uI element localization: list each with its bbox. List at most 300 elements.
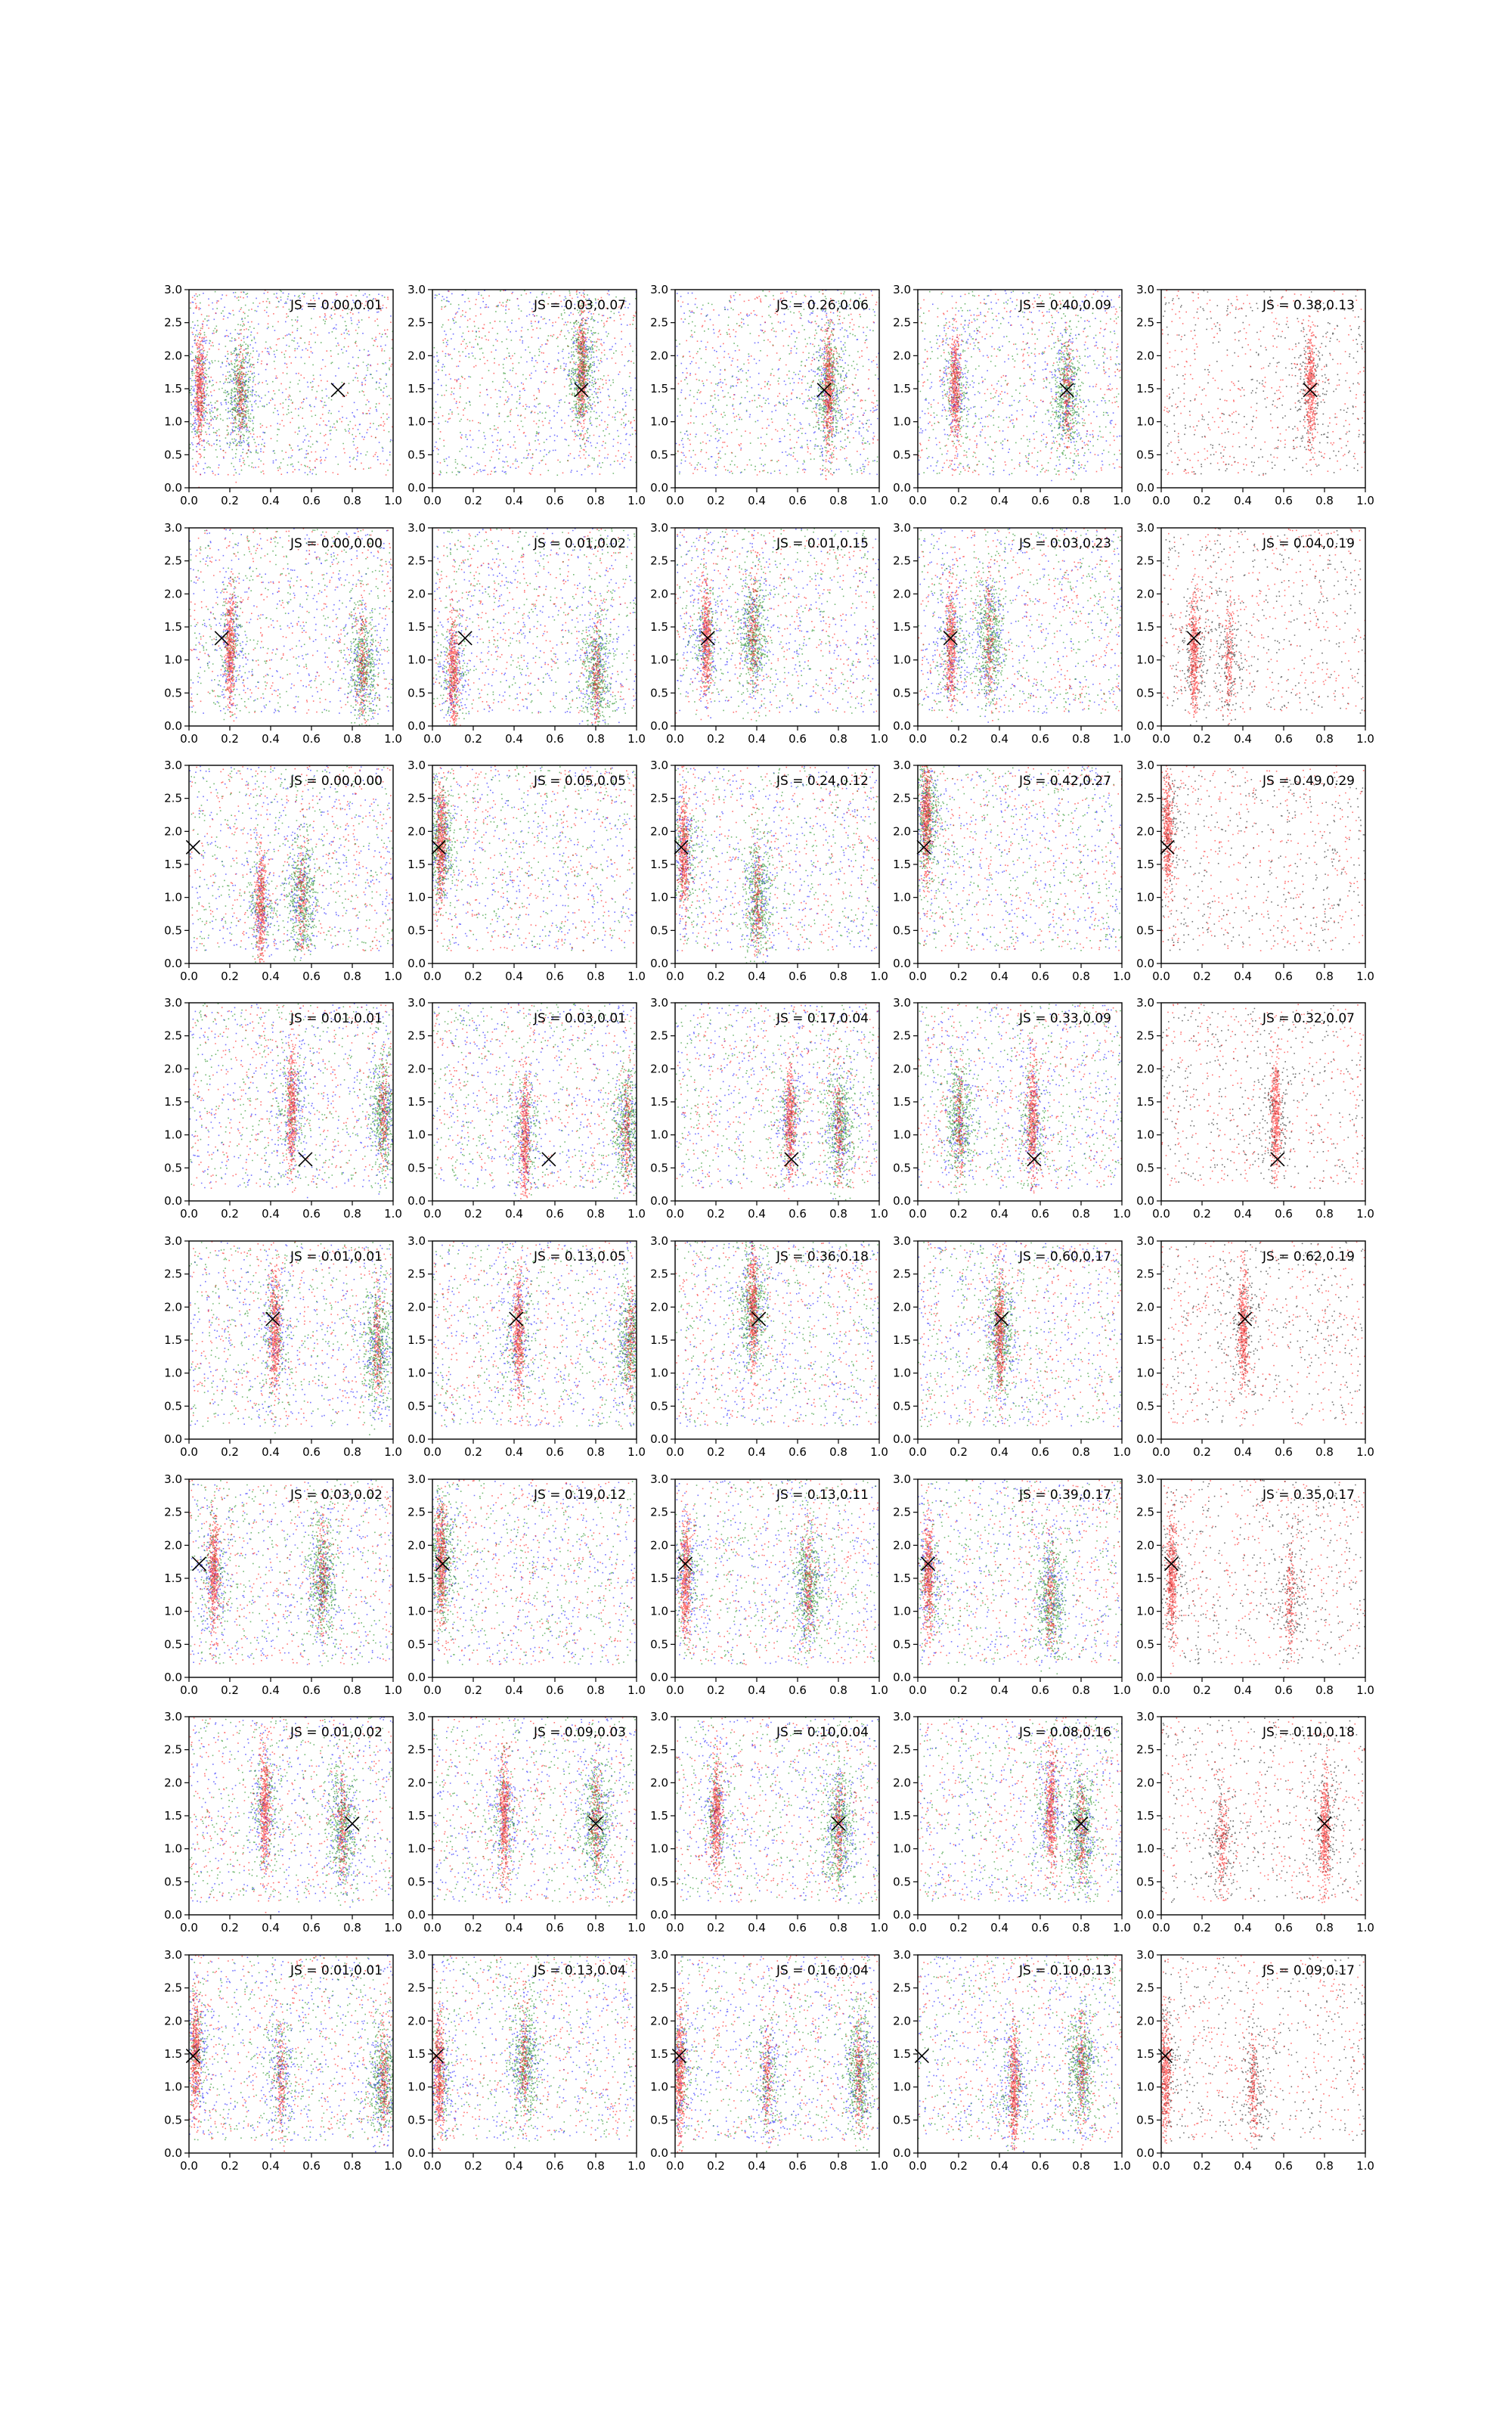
- panel-r7-c1: [407, 1948, 646, 2185]
- points-red: [676, 765, 881, 991]
- y-tick-label: 0.0: [650, 957, 668, 970]
- x-tick-label: 0.8: [343, 1207, 361, 1221]
- scatter-points: [189, 766, 394, 1001]
- x-tick-label: 1.0: [1113, 1921, 1131, 1934]
- x-tick-label: 0.6: [1031, 970, 1049, 983]
- x-tick-label: 0.2: [950, 1445, 968, 1459]
- y-tick-label: 0.5: [164, 1875, 182, 1889]
- y-tick-label: 3.0: [164, 1948, 182, 1962]
- js-annotation: JS = 0.42,0.27: [1019, 774, 1111, 789]
- y-tick-label: 1.0: [650, 1604, 668, 1618]
- x-tick-label: 0.8: [1315, 1921, 1334, 1934]
- x-tick-label: 1.0: [384, 1683, 402, 1697]
- y-tick-label: 0.0: [164, 1432, 182, 1446]
- x-tick-label: 0.8: [1315, 732, 1334, 746]
- x-tick-label: 1.0: [1356, 1683, 1374, 1697]
- x-tick-label: 0.0: [180, 1683, 198, 1697]
- y-tick-label: 0.0: [650, 1194, 668, 1208]
- x-marker: [915, 2049, 928, 2063]
- x-tick-label: 0.8: [1315, 1207, 1334, 1221]
- y-tick-label: 0.5: [1136, 1161, 1154, 1175]
- x-tick-label: 1.0: [870, 1207, 888, 1221]
- x-tick-label: 0.6: [1031, 1445, 1049, 1459]
- x-tick-label: 0.8: [1315, 494, 1334, 507]
- x-tick-label: 0.8: [343, 970, 361, 983]
- y-tick-label: 0.5: [893, 2113, 911, 2127]
- x-tick-label: 0.6: [1031, 1207, 1049, 1221]
- y-tick-label: 1.0: [407, 1604, 426, 1618]
- axes-frame: [918, 1241, 1122, 1439]
- x-tick-label: 0.8: [829, 494, 847, 507]
- x-tick-label: 0.2: [707, 1921, 725, 1934]
- x-tick-label: 0.0: [180, 970, 198, 983]
- x-tick-label: 1.0: [1356, 970, 1374, 983]
- x-tick-label: 0.6: [789, 1207, 807, 1221]
- y-tick-label: 3.0: [893, 1948, 911, 1962]
- points-red: [190, 289, 394, 489]
- y-tick-label: 1.5: [893, 1333, 911, 1347]
- scatter-points: [432, 1237, 654, 1430]
- x-tick-label: 0.0: [423, 494, 442, 507]
- y-tick-label: 2.5: [1136, 791, 1154, 805]
- panel-r1-c3: [893, 521, 1131, 757]
- y-tick-label: 1.5: [407, 1095, 426, 1109]
- y-tick-label: 3.0: [650, 1472, 668, 1486]
- panel-r5-c0: [164, 1472, 402, 1697]
- x-tick-label: 1.0: [1356, 1445, 1374, 1459]
- y-tick-label: 0.0: [407, 1432, 426, 1446]
- js-annotation: JS = 0.36,0.18: [776, 1249, 869, 1264]
- x-tick-label: 0.4: [1234, 494, 1252, 507]
- x-tick-label: 0.0: [909, 732, 927, 746]
- axes-frame: [1161, 1479, 1365, 1677]
- y-tick-label: 0.0: [164, 1671, 182, 1684]
- x-tick-label: 1.0: [627, 732, 646, 746]
- y-tick-label: 1.0: [164, 1366, 182, 1380]
- x-tick-label: 0.8: [1315, 1445, 1334, 1459]
- y-tick-label: 2.5: [407, 315, 426, 330]
- y-tick-label: 2.5: [164, 1505, 182, 1519]
- y-tick-label: 1.0: [893, 653, 911, 667]
- js-annotation: JS = 0.13,0.05: [534, 1249, 626, 1264]
- x-tick-label: 0.8: [587, 2159, 605, 2173]
- x-tick-label: 0.4: [1234, 1921, 1252, 1934]
- points-red: [675, 529, 879, 731]
- scatter-points: [428, 528, 637, 781]
- js-annotation: JS = 0.13,0.11: [776, 1488, 869, 1503]
- y-tick-label: 3.0: [1136, 283, 1154, 296]
- x-tick-label: 0.0: [423, 1445, 442, 1459]
- panel-r5-c2: [650, 1472, 888, 1699]
- y-tick-label: 0.5: [407, 1875, 426, 1889]
- y-tick-label: 0.0: [893, 719, 911, 733]
- x-tick-label: 0.0: [423, 732, 442, 746]
- panel-r2-c0: [164, 759, 402, 1000]
- x-tick-label: 0.6: [1031, 1921, 1049, 1934]
- scatter-points: [1157, 1479, 1366, 1692]
- y-tick-label: 3.0: [407, 1472, 426, 1486]
- x-tick-label: 0.0: [666, 494, 684, 507]
- y-tick-label: 1.5: [407, 620, 426, 634]
- y-tick-label: 1.0: [650, 2080, 668, 2094]
- y-tick-label: 2.0: [1136, 349, 1154, 363]
- y-tick-label: 0.0: [1136, 1432, 1154, 1446]
- y-tick-label: 2.5: [893, 1028, 911, 1043]
- y-tick-label: 3.0: [164, 759, 182, 772]
- y-tick-label: 0.0: [407, 957, 426, 970]
- x-tick-label: 0.0: [423, 2159, 442, 2173]
- points-blue: [904, 731, 1122, 951]
- x-tick-label: 0.2: [950, 1921, 968, 1934]
- y-tick-label: 1.0: [164, 1604, 182, 1618]
- panel-r1-c2: [650, 518, 888, 746]
- x-tick-label: 1.0: [384, 1207, 402, 1221]
- axes-frame: [432, 290, 637, 488]
- y-tick-label: 2.5: [650, 1505, 668, 1519]
- x-tick-label: 0.8: [343, 1921, 361, 1934]
- axes-frame: [675, 1241, 879, 1439]
- y-tick-label: 3.0: [893, 1234, 911, 1248]
- x-tick-label: 0.6: [1275, 970, 1293, 983]
- x-tick-label: 1.0: [870, 1683, 888, 1697]
- js-annotation: JS = 0.03,0.01: [534, 1011, 626, 1026]
- y-tick-label: 3.0: [650, 1948, 668, 1962]
- x-tick-label: 1.0: [1113, 970, 1131, 983]
- y-tick-label: 0.5: [893, 1875, 911, 1889]
- points-red: [1161, 728, 1366, 951]
- y-tick-label: 3.0: [650, 1710, 668, 1723]
- x-tick-label: 1.0: [870, 1445, 888, 1459]
- y-tick-label: 2.0: [407, 587, 426, 601]
- js-annotation: JS = 0.03,0.07: [534, 298, 626, 313]
- y-tick-label: 1.5: [164, 620, 182, 634]
- points-green: [677, 1717, 880, 1919]
- x-tick-label: 0.8: [587, 1207, 605, 1221]
- x-tick-label: 0.6: [302, 1445, 321, 1459]
- scatter-points: [657, 1955, 881, 2181]
- panel-r0-c4: [1136, 283, 1374, 507]
- x-tick-label: 0.6: [1275, 2159, 1293, 2173]
- points-blue: [191, 1717, 394, 1913]
- x-tick-label: 1.0: [1113, 1445, 1131, 1459]
- panel-r6-c1: [407, 1705, 646, 1934]
- y-tick-label: 3.0: [407, 759, 426, 772]
- scatter-points: [413, 1955, 637, 2184]
- y-tick-label: 0.0: [407, 481, 426, 495]
- x-tick-label: 0.4: [748, 1207, 766, 1221]
- panel-r6-c2: [650, 1710, 888, 1934]
- y-tick-label: 2.5: [407, 1505, 426, 1519]
- x-tick-label: 0.4: [262, 1683, 280, 1697]
- x-tick-label: 0.4: [748, 970, 766, 983]
- y-tick-label: 2.5: [164, 554, 182, 568]
- points-green: [423, 732, 637, 951]
- x-tick-label: 0.0: [909, 1683, 927, 1697]
- x-tick-label: 0.0: [180, 494, 198, 507]
- y-tick-label: 0.0: [407, 1671, 426, 1684]
- y-tick-label: 0.5: [1136, 923, 1154, 938]
- x-tick-label: 0.0: [666, 1921, 684, 1934]
- y-tick-label: 3.0: [650, 1234, 668, 1248]
- js-annotation: JS = 0.32,0.07: [1263, 1011, 1355, 1026]
- panel-r5-c1: [407, 1410, 646, 1697]
- x-tick-label: 0.2: [1193, 1683, 1211, 1697]
- panel-r6-c4: [1136, 1710, 1374, 1934]
- x-tick-label: 0.6: [1275, 1921, 1293, 1934]
- x-tick-label: 0.2: [464, 732, 482, 746]
- x-tick-label: 0.4: [990, 494, 1009, 507]
- x-tick-label: 0.4: [262, 494, 280, 507]
- scatter-points: [179, 289, 394, 495]
- y-tick-label: 0.0: [407, 1908, 426, 1922]
- points-green: [657, 1956, 881, 2164]
- y-tick-label: 0.0: [650, 1908, 668, 1922]
- axes-frame: [1161, 290, 1365, 488]
- scatter-points: [190, 1714, 395, 1921]
- x-tick-label: 0.6: [546, 732, 564, 746]
- x-tick-label: 1.0: [627, 970, 646, 983]
- y-tick-label: 2.5: [893, 315, 911, 330]
- y-tick-label: 2.0: [893, 349, 911, 363]
- js-annotation: JS = 0.01,0.15: [776, 536, 869, 551]
- x-tick-label: 0.8: [587, 494, 605, 507]
- x-tick-label: 0.8: [1072, 1683, 1090, 1697]
- x-tick-label: 0.2: [464, 1683, 482, 1697]
- points-black: [1149, 1956, 1366, 2163]
- points-red: [190, 528, 394, 754]
- y-tick-label: 3.0: [1136, 1948, 1154, 1962]
- x-tick-label: 1.0: [384, 494, 402, 507]
- y-tick-label: 2.5: [650, 315, 668, 330]
- panel-r4-c1: [407, 1234, 654, 1459]
- y-tick-label: 2.5: [164, 1267, 182, 1281]
- x-tick-label: 1.0: [1113, 732, 1131, 746]
- x-tick-label: 0.6: [1275, 494, 1293, 507]
- x-tick-label: 0.6: [546, 1683, 564, 1697]
- y-tick-label: 0.0: [164, 1194, 182, 1208]
- y-tick-label: 1.0: [893, 1841, 911, 1856]
- x-tick-label: 0.6: [789, 2159, 807, 2173]
- x-tick-label: 1.0: [1356, 494, 1374, 507]
- x-tick-label: 0.6: [302, 1683, 321, 1697]
- x-tick-label: 0.4: [1234, 1445, 1252, 1459]
- scatter-points: [918, 1003, 1123, 1225]
- x-tick-label: 0.0: [180, 1207, 198, 1221]
- x-tick-label: 0.4: [505, 1921, 523, 1934]
- x-tick-label: 0.4: [505, 1683, 523, 1697]
- y-tick-label: 2.0: [893, 587, 911, 601]
- y-tick-label: 2.5: [893, 1267, 911, 1281]
- x-tick-label: 0.0: [909, 970, 927, 983]
- x-tick-label: 1.0: [870, 2159, 888, 2173]
- x-tick-label: 0.4: [505, 732, 523, 746]
- x-tick-label: 0.0: [423, 970, 442, 983]
- panel-r3-c2: [650, 996, 888, 1227]
- y-tick-label: 1.0: [407, 414, 426, 429]
- x-tick-label: 0.8: [587, 1683, 605, 1697]
- y-tick-label: 1.0: [893, 414, 911, 429]
- y-tick-label: 0.5: [650, 1875, 668, 1889]
- x-tick-label: 0.6: [789, 1683, 807, 1697]
- js-annotation: JS = 0.01,0.02: [290, 1725, 383, 1740]
- x-tick-label: 0.8: [829, 1445, 847, 1459]
- y-tick-label: 0.0: [893, 1432, 911, 1446]
- y-tick-label: 2.5: [650, 554, 668, 568]
- y-tick-label: 3.0: [1136, 1234, 1154, 1248]
- y-tick-label: 2.0: [1136, 1538, 1154, 1553]
- points-red: [918, 1480, 1121, 1665]
- points-green: [676, 1004, 880, 1227]
- y-tick-label: 0.0: [1136, 719, 1154, 733]
- x-tick-label: 0.2: [221, 1921, 239, 1934]
- x-tick-label: 0.2: [464, 970, 482, 983]
- x-tick-label: 0.8: [1315, 1683, 1334, 1697]
- y-tick-label: 2.5: [893, 554, 911, 568]
- panel-r4-c2: [650, 1206, 888, 1459]
- x-tick-label: 0.8: [829, 2159, 847, 2173]
- x-tick-label: 0.0: [909, 1207, 927, 1221]
- js-annotation: JS = 0.19,0.12: [534, 1488, 626, 1503]
- panel-r4-c4: [1136, 1234, 1374, 1459]
- points-green: [918, 291, 1123, 480]
- y-tick-label: 3.0: [893, 759, 911, 772]
- x-tick-label: 0.6: [302, 1921, 321, 1934]
- y-tick-label: 2.0: [407, 1776, 426, 1790]
- points-green: [432, 1239, 653, 1429]
- points-green: [190, 1003, 402, 1208]
- y-tick-label: 1.0: [1136, 414, 1154, 429]
- points-black: [1148, 764, 1366, 951]
- points-red: [433, 1476, 637, 1665]
- axes-frame: [432, 1955, 637, 2153]
- x-tick-label: 0.6: [546, 1445, 564, 1459]
- js-annotation: JS = 0.01,0.02: [534, 536, 626, 551]
- panel-r3-c3: [893, 996, 1131, 1225]
- y-tick-label: 2.0: [650, 349, 668, 363]
- axes-frame: [675, 1479, 879, 1677]
- y-tick-label: 0.5: [650, 448, 668, 462]
- y-tick-label: 0.0: [650, 2146, 668, 2160]
- y-tick-label: 0.5: [1136, 2113, 1154, 2127]
- x-tick-label: 0.8: [587, 970, 605, 983]
- x-tick-label: 0.8: [1072, 1921, 1090, 1934]
- x-tick-label: 0.0: [180, 1921, 198, 1934]
- y-tick-label: 3.0: [1136, 521, 1154, 535]
- points-green: [665, 768, 878, 987]
- x-tick-label: 0.2: [1193, 970, 1211, 983]
- y-tick-label: 2.0: [1136, 1300, 1154, 1314]
- scatter-points: [918, 528, 1123, 756]
- points-green: [432, 1003, 655, 1221]
- y-tick-label: 3.0: [893, 1710, 911, 1723]
- panel-r3-c0: [164, 996, 402, 1239]
- x-tick-label: 0.2: [1193, 1445, 1211, 1459]
- panel-r2-c4: [1136, 728, 1374, 983]
- y-tick-label: 3.0: [893, 996, 911, 1010]
- points-red: [1162, 1710, 1366, 1927]
- x-tick-label: 0.0: [423, 1921, 442, 1934]
- y-tick-label: 1.5: [1136, 2047, 1154, 2061]
- x-tick-label: 0.0: [909, 2159, 927, 2173]
- js-annotation: JS = 0.03,0.23: [1019, 536, 1111, 551]
- y-tick-label: 0.5: [164, 923, 182, 938]
- y-tick-label: 0.5: [407, 1161, 426, 1175]
- y-tick-label: 2.5: [893, 1981, 911, 1995]
- axes-frame: [675, 765, 879, 963]
- y-tick-label: 0.0: [1136, 2146, 1154, 2160]
- y-tick-label: 3.0: [164, 1234, 182, 1248]
- x-tick-label: 0.4: [262, 2159, 280, 2173]
- y-tick-label: 0.5: [1136, 1399, 1154, 1413]
- y-tick-label: 1.5: [650, 1095, 668, 1109]
- points-blue: [178, 1955, 404, 2185]
- x-tick-label: 0.6: [1275, 1445, 1293, 1459]
- js-annotation: JS = 0.10,0.04: [776, 1725, 869, 1740]
- x-tick-label: 0.2: [950, 1683, 968, 1697]
- points-red: [187, 1955, 392, 2173]
- x-tick-label: 0.4: [748, 494, 766, 507]
- scatter-points: [1161, 1004, 1366, 1189]
- y-tick-label: 0.5: [650, 1399, 668, 1413]
- x-tick-label: 0.2: [707, 732, 725, 746]
- y-tick-label: 0.5: [893, 923, 911, 938]
- axes-frame: [675, 290, 879, 488]
- points-blue: [181, 292, 395, 475]
- y-tick-label: 1.5: [893, 382, 911, 396]
- y-tick-label: 0.5: [650, 686, 668, 700]
- y-tick-label: 1.5: [893, 1571, 911, 1585]
- y-tick-label: 1.5: [407, 1333, 426, 1347]
- y-tick-label: 1.0: [893, 890, 911, 904]
- y-tick-label: 0.0: [893, 481, 911, 495]
- points-red: [918, 1717, 1123, 1903]
- panel-r0-c2: [650, 283, 888, 507]
- x-marker: [193, 1557, 206, 1571]
- y-tick-label: 2.5: [164, 1028, 182, 1043]
- y-tick-label: 0.5: [893, 448, 911, 462]
- x-tick-label: 1.0: [627, 1445, 646, 1459]
- y-tick-label: 2.0: [650, 1062, 668, 1076]
- y-tick-label: 2.5: [164, 791, 182, 805]
- x-tick-label: 0.0: [180, 2159, 198, 2173]
- x-tick-label: 0.0: [1152, 1445, 1170, 1459]
- scatter-points: [189, 528, 394, 754]
- y-tick-label: 1.5: [1136, 1809, 1154, 1823]
- panel-r7-c2: [650, 1948, 888, 2182]
- x-tick-label: 0.2: [707, 2159, 725, 2173]
- y-tick-label: 3.0: [893, 521, 911, 535]
- x-tick-label: 0.2: [1193, 732, 1211, 746]
- y-tick-label: 1.0: [893, 1128, 911, 1142]
- x-tick-label: 0.6: [789, 494, 807, 507]
- panel-r0-c0: [164, 283, 402, 507]
- y-tick-label: 2.5: [1136, 1267, 1154, 1281]
- x-tick-label: 0.6: [1275, 1207, 1293, 1221]
- js-annotation: JS = 0.01,0.01: [290, 1249, 383, 1264]
- y-tick-label: 2.5: [1136, 554, 1154, 568]
- points-red: [672, 1955, 880, 2170]
- axes-frame: [1161, 1955, 1365, 2153]
- x-tick-label: 0.0: [909, 1445, 927, 1459]
- x-tick-label: 0.2: [707, 1207, 725, 1221]
- y-tick-label: 0.0: [164, 481, 182, 495]
- x-tick-label: 0.6: [1031, 494, 1049, 507]
- js-annotation: JS = 0.00,0.00: [290, 536, 383, 551]
- x-tick-label: 0.2: [707, 494, 725, 507]
- scatter-points: [432, 1003, 655, 1229]
- scatter-points: [1149, 1955, 1366, 2162]
- y-tick-label: 0.5: [1136, 1637, 1154, 1652]
